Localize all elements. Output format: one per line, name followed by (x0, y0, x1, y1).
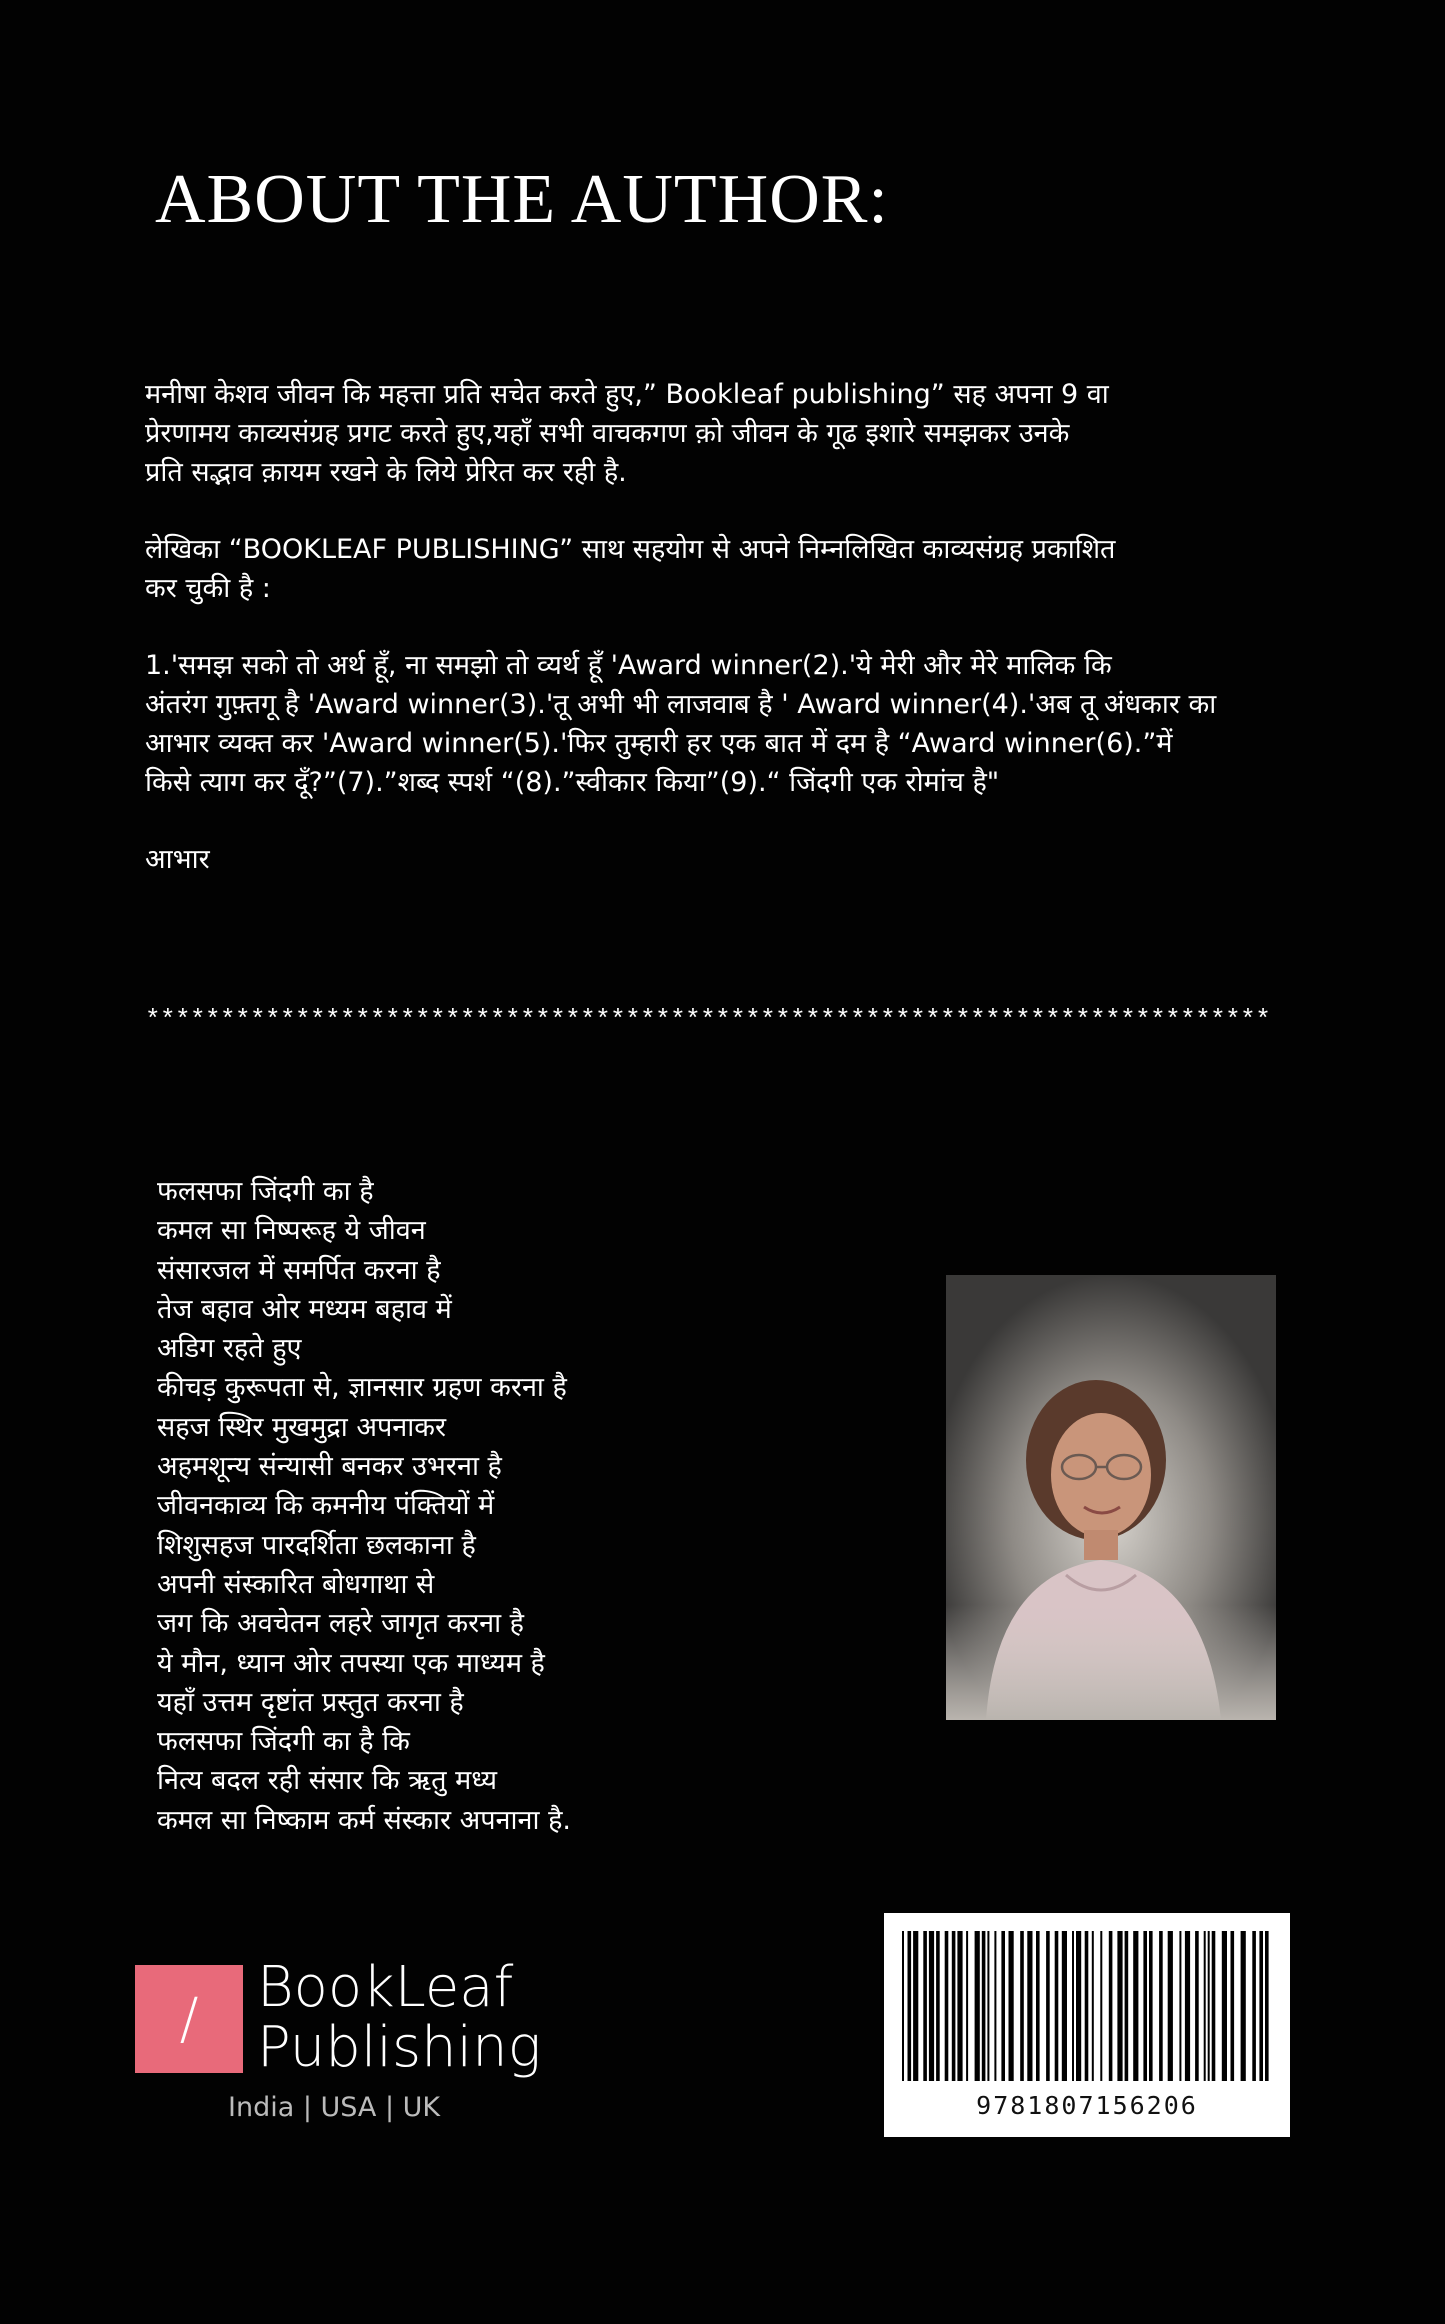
bio-line: लेखिका “BOOKLEAF PUBLISHING” साथ सहयोग से अपने निम्नलिखित काव्यसंग्रह प्रकाशित (145, 534, 1116, 565)
bio-line: किसे त्याग कर दूँ?”(7).”शब्द स्पर्श “(8).”स्वीकार किया”(9).“ जिंदगी एक रोमांच है" (145, 767, 1000, 798)
barcode-bar (1265, 1931, 1269, 2081)
barcode-bar (1208, 1931, 1210, 2081)
barcode-bar (1159, 1931, 1163, 2081)
poem-line: ये मौन, ध्यान ओर तपस्या एक माध्यम है (157, 1647, 545, 1679)
barcode-bar (1231, 1931, 1235, 2081)
bio-paragraph-2 (145, 530, 1285, 608)
barcode-bar (1092, 1931, 1094, 2081)
bio-line: प्रेरणामय काव्यसंग्रह प्रगट करते हुए,यहाँ सभी वाचकगण क़ो जीवन के गूढ इशारे समझकर उनके (145, 418, 1070, 449)
barcode-bar (929, 1931, 934, 2081)
publisher-logo (135, 1955, 542, 2130)
bio-line: प्रति सद्भाव क़ायम रखने के लिये प्रेरित कर रही है. (145, 457, 627, 488)
page-title: ABOUT THE AUTHOR: (155, 161, 889, 238)
isbn-number: 9781807156206 (976, 2091, 1198, 2120)
bio-line: आभार व्यक्त कर 'Award winner(5).'फिर तुम्हारी हर एक बात में दम है “Award winner(6).”में (145, 728, 1173, 759)
barcode-bar (1085, 1931, 1089, 2081)
barcode-bar (1185, 1931, 1190, 2081)
barcode-bar (1100, 1931, 1102, 2081)
barcode-bar (1179, 1931, 1181, 2081)
barcode-bar (902, 1931, 904, 2081)
barcode-bar (1125, 1931, 1129, 2081)
poem-line: कमल सा निष्परूह ये जीवन (157, 1215, 426, 1247)
barcode-bar (1252, 1931, 1256, 2081)
poem-line: अपनी संस्कारित बोधगाथा से (157, 1568, 435, 1600)
barcode-bar (1259, 1931, 1263, 2081)
poem-line: कमल सा निष्काम कर्म संस्कार अपनाना है. (157, 1804, 572, 1836)
barcode-bar (1076, 1931, 1081, 2081)
poem-line: जग कि अवचेतन लहरे जागृत करना है (157, 1608, 525, 1640)
barcode-bar (987, 1931, 989, 2081)
barcode-bar (1036, 1931, 1040, 2081)
barcode-bar (1109, 1931, 1113, 2081)
poem-line: फलसफा जिंदगी का है कि (157, 1726, 410, 1758)
poem-line: यहाँ उत्तम दृष्टांत प्रस्तुत करना है (157, 1686, 464, 1718)
poem-line: फलसफा जिंदगी का है (157, 1176, 374, 1207)
author-photo (946, 1275, 1276, 1720)
bio-line: अंतरंग गुफ़्तगू है 'Award winner(3).'तू अभी भी लाजवाब है ' Award winner(4).'अब तू अंधकार का (145, 689, 1217, 720)
barcode-bar (1133, 1931, 1138, 2081)
barcode-bar (1062, 1931, 1067, 2081)
barcode-bar (1149, 1931, 1153, 2081)
barcode-bar (957, 1931, 962, 2081)
barcode-bar (994, 1931, 996, 2081)
barcode-bar (1195, 1931, 1199, 2081)
bio-paragraph-1 (145, 375, 1285, 492)
barcode-bar (1009, 1931, 1014, 2081)
separator-line: *************************************************************************** (145, 1005, 1271, 1035)
barcode-bar (975, 1931, 980, 2081)
barcode-bar (1241, 1931, 1246, 2081)
barcode-bar (1117, 1931, 1122, 2081)
publisher-name (257, 1955, 542, 2080)
barcode-bar (1055, 1931, 1059, 2081)
poem-line: सहज स्थिर मुखमुद्रा अपनाकर (157, 1411, 447, 1443)
poem-line: तेज बहाव ओर मध्यम बहाव में (157, 1293, 452, 1325)
author-portrait-image (946, 1275, 1276, 1720)
poem-line: शिशुसहज पारदर्शिता छलकाना है (157, 1529, 476, 1561)
bio-line: मनीषा केशव जीवन कि महत्ता प्रति सचेत करते हुए,” Bookleaf publishing” सह अपना 9 वा (145, 379, 1109, 410)
barcode-bar (982, 1931, 986, 2081)
poem-line: अडिग रहते हुए (157, 1333, 302, 1365)
barcode-bar (936, 1931, 940, 2081)
barcode-bar (1212, 1931, 1216, 2081)
isbn-barcode (884, 1913, 1290, 2137)
barcode-bar (966, 1931, 968, 2081)
logo-mark (135, 1965, 243, 2073)
poem-line: नित्य बदल रही संसार कि ऋतु मध्य (157, 1765, 498, 1797)
publisher-name-line2: Publishing (257, 2015, 542, 2080)
barcode-bar (913, 1931, 918, 2081)
publisher-regions: India | USA | UK (228, 2092, 441, 2123)
bio-closing (145, 840, 1285, 879)
barcode-bar (1204, 1931, 1206, 2081)
bio-line: कर चुकी है : (145, 573, 271, 604)
barcode-bar (1222, 1931, 1227, 2081)
poem-line: संसारजल में समर्पित करना है (157, 1254, 441, 1286)
barcode-bar (1001, 1931, 1005, 2081)
barcode-bar (908, 1931, 912, 2081)
poem-line: अहमशून्य संन्यासी बनकर उभरना है (157, 1451, 502, 1483)
barcode-bar (1020, 1931, 1024, 2081)
poem-line: जीवनकाव्य कि कमनीय पंक्तियों में (157, 1490, 495, 1522)
bio-line: 1.'समझ सको तो अर्थ हूँ, ना समझो तो व्यर्थ हूँ 'Award winner(2).'ये मेरी और मेरे मालिक कि (145, 650, 1112, 681)
author-bio (145, 375, 1285, 917)
barcode-bar (1046, 1931, 1050, 2081)
barcode-bar (945, 1931, 949, 2081)
barcode-bars (884, 1913, 1290, 2088)
closing-text: आभार (145, 844, 210, 875)
bio-paragraph-3 (145, 646, 1285, 802)
barcode-bar (1072, 1931, 1074, 2081)
barcode-bar (952, 1931, 956, 2081)
poem-line: कीचड़ कुरूपता से, ज्ञानसार ग्रहण करना है (157, 1372, 567, 1404)
barcode-bar (1168, 1931, 1173, 2081)
poem (157, 1172, 571, 1840)
publisher-name-line1: BookLeaf (257, 1955, 514, 2020)
barcode-bar (1027, 1931, 1032, 2081)
barcode-bar (1143, 1931, 1147, 2081)
barcode-bar (923, 1931, 927, 2081)
slash-icon: / (179, 1986, 199, 2052)
